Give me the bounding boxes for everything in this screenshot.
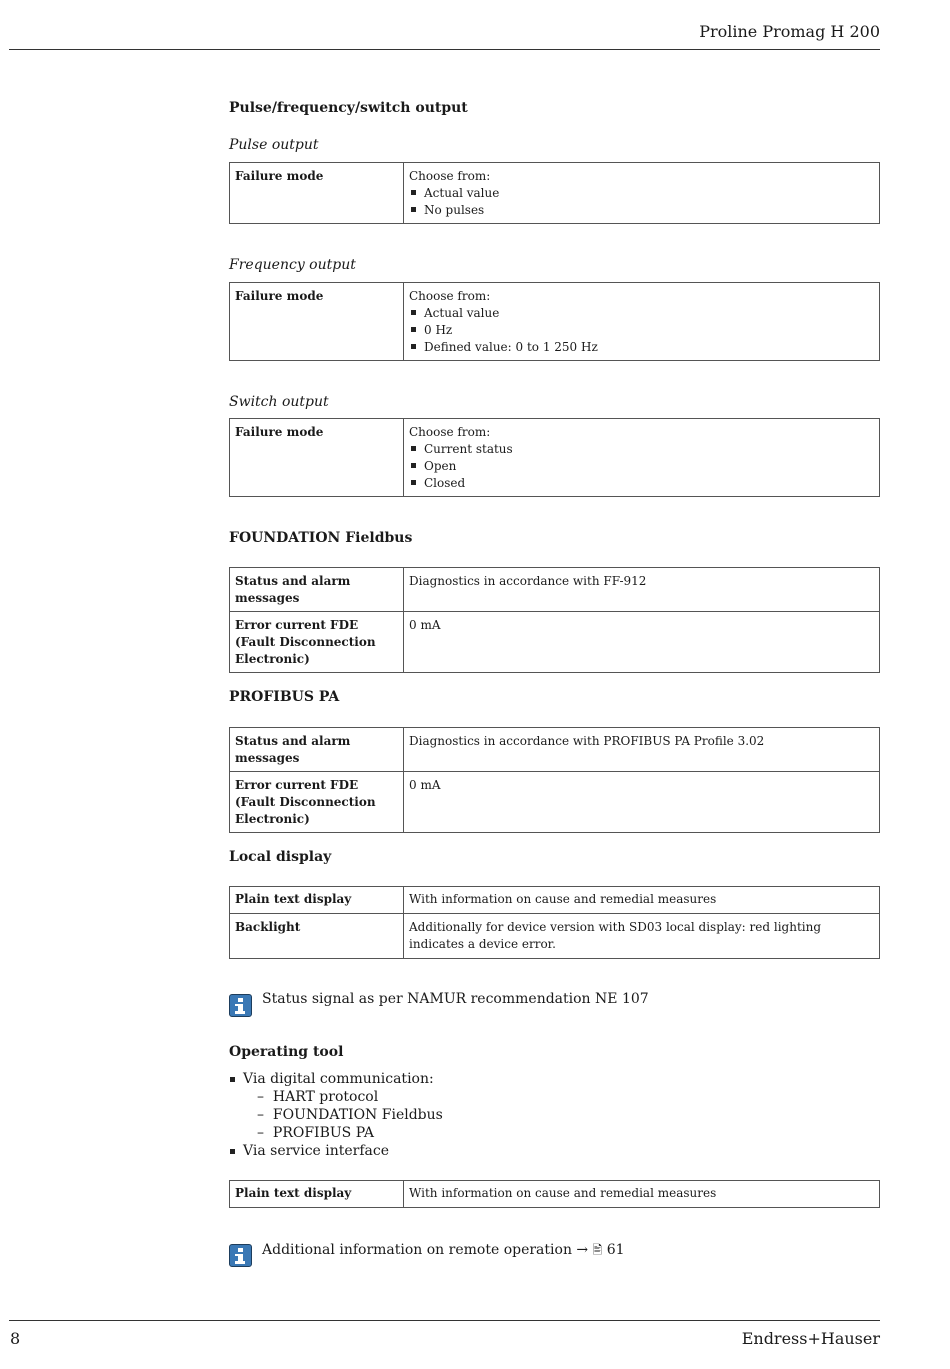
table-key: Error current FDE (Fault Disconnection Electronic) [230,612,404,673]
section-title: FOUNDATION Fieldbus [229,530,413,546]
table-key: Failure mode [230,419,404,497]
section-title: Local display [229,849,332,865]
pulse-output-table [229,162,880,224]
table-value [404,283,880,361]
arrow-icon: → [576,1242,589,1258]
list-item: No pulses [409,202,874,219]
pa-table [229,727,880,833]
section-title: PROFIBUS PA [229,689,340,705]
table-key: Failure mode [230,163,404,224]
document-header-title: Proline Promag H 200 [699,22,880,41]
subsection-title: Switch output [229,394,329,410]
table-value: Diagnostics in accordance with PROFIBUS PA Profile 3.02 [404,728,880,772]
section-title: Pulse/frequency/switch output [229,100,468,116]
table-value: 0 mA [404,772,880,833]
table-key: Status and alarm messages [230,568,404,612]
table-value: With information on cause and remedial measures [404,887,880,914]
list-item: Actual value [409,185,874,202]
sub-item-text: PROFIBUS PA [272,1125,374,1141]
list-item: Defined value: 0 to 1 250 Hz [409,339,874,356]
header-rule [9,49,880,50]
subsection-title: Pulse output [229,137,319,153]
operating-tool-table [229,1180,880,1208]
page-number: 8 [10,1329,21,1348]
sub-item-text: HART protocol [272,1089,379,1105]
operating-tool-list [229,1070,443,1160]
sub-list-item: – PROFIBUS PA [257,1125,374,1141]
list-item: Current status [409,441,874,458]
table-value: Diagnostics in accordance with FF-912 [404,568,880,612]
info-note: Status signal as per NAMUR recommendation NE 107 [262,991,649,1007]
sub-list-item: – HART protocol [257,1089,379,1105]
switch-output-table [229,418,880,497]
table-value: 0 mA [404,612,880,673]
local-display-table [229,886,880,959]
table-value: With information on cause and remedial measures [404,1181,880,1208]
choose-label: Choose from: [409,425,491,439]
page-number: 61 [606,1242,625,1258]
ff-table [229,567,880,673]
table-key: Error current FDE (Fault Disconnection Electronic) [230,772,404,833]
sub-list-item: – FOUNDATION Fieldbus [257,1107,443,1123]
footer-brand: Endress+Hauser [741,1329,880,1348]
page-icon: 🖹 [592,1243,603,1257]
table-key: Status and alarm messages [230,728,404,772]
footer-rule [9,1320,880,1321]
table-key: Plain text display [230,1181,404,1208]
table-value [404,163,880,224]
table-value: Additionally for device version with SD03 local display: red lighting indicates a device error. [404,914,880,959]
table-key: Backlight [230,914,404,959]
info-icon [229,1244,252,1267]
note-text: Additional information on remote operation [262,1242,572,1258]
list-item: Closed [409,475,874,492]
remote-operation-note [262,1241,625,1262]
frequency-output-table [229,282,880,361]
list-item: Via digital communication: [229,1070,443,1088]
sub-item-text: FOUNDATION Fieldbus [272,1107,443,1123]
table-value [404,419,880,497]
table-key: Plain text display [230,887,404,914]
table-key: Failure mode [230,283,404,361]
list-item: Open [409,458,874,475]
list-item: 0 Hz [409,322,874,339]
subsection-title: Frequency output [229,257,356,273]
page-ref-link[interactable] [593,1242,625,1258]
choose-label: Choose from: [409,289,491,303]
list-item: Via service interface [229,1142,443,1160]
list-item: Actual value [409,305,874,322]
choose-label: Choose from: [409,169,491,183]
section-title: Operating tool [229,1044,344,1060]
info-icon [229,994,252,1017]
